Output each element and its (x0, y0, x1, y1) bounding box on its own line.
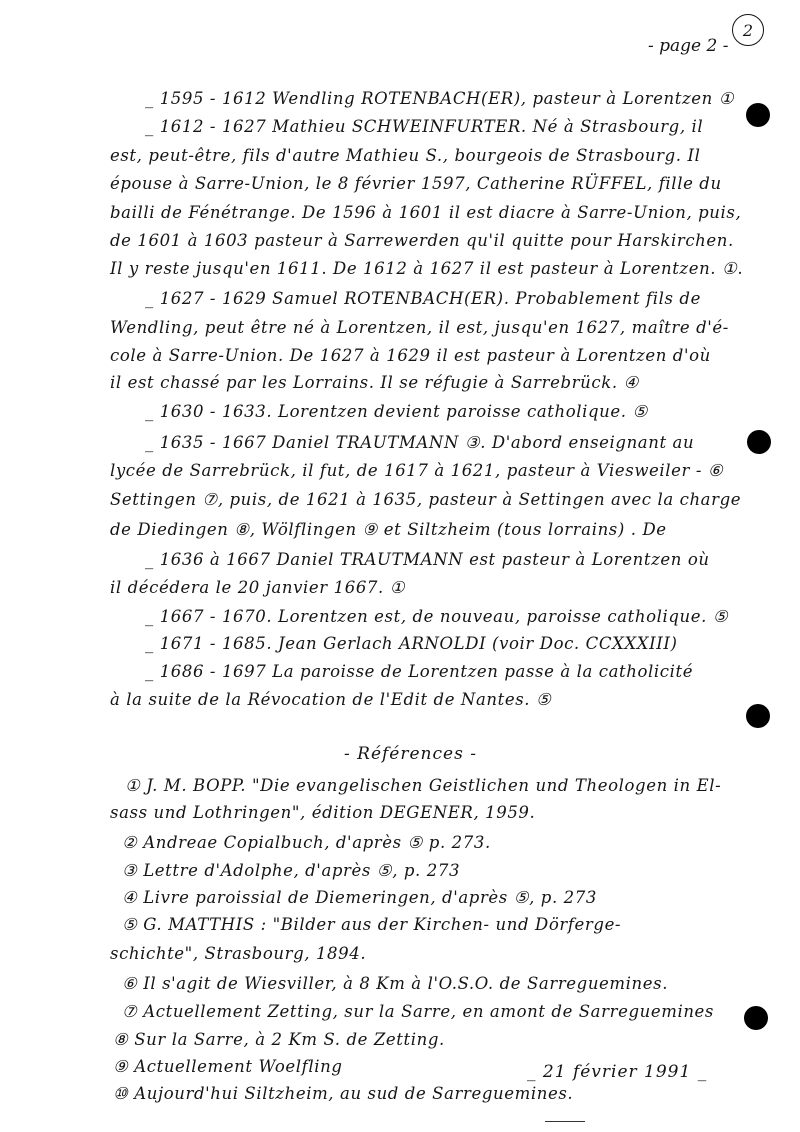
body-line: à la suite de la Révocation de l'Edit de Nantes. ⑤ (110, 690, 552, 709)
body-line: de 1601 à 1603 pasteur à Sarrewerden qu'il quitte pour Harskirchen. (110, 231, 734, 250)
binder-hole-dot (746, 704, 770, 728)
date: _ 21 février 1991 _ (527, 1062, 708, 1082)
reference-line: ⑦ Actuellement Zetting, sur la Sarre, en amont de Sarreguemines (122, 1002, 714, 1021)
reference-line: sass und Lothringen", édition DEGENER, 1959. (110, 803, 536, 822)
reference-line: ① J. M. BOPP. "Die evangelischen Geistlichen und Theologen in El- (125, 776, 722, 795)
body-line: épouse à Sarre-Union, le 8 février 1597, Catherine RÜFFEL, fille du (110, 174, 722, 193)
body-line: _ 1635 - 1667 Daniel TRAUTMANN ③. D'abord enseignant au (145, 433, 695, 452)
binder-hole-dot (744, 1006, 768, 1030)
body-line: _ 1686 - 1697 La paroisse de Lorentzen passe à la catholicité (145, 662, 694, 681)
binder-hole-dot (746, 103, 770, 127)
body-line: Settingen ⑦, puis, de 1621 à 1635, pasteur à Settingen avec la charge (110, 490, 742, 509)
body-line: _ 1671 - 1685. Jean Gerlach ARNOLDI (voir Doc. CCXXXIII) (145, 634, 678, 653)
circled-page-number (732, 14, 764, 46)
body-line: Wendling, peut être né à Lorentzen, il est, jusqu'en 1627, maître d'é- (110, 318, 729, 337)
body-line: _ 1595 - 1612 Wendling ROTENBACH(ER), pasteur à Lorentzen ① (145, 89, 735, 108)
body-line: _ 1636 à 1667 Daniel TRAUTMANN est pasteur à Lorentzen où (145, 550, 710, 569)
body-line: bailli de Fénétrange. De 1596 à 1601 il est diacre à Sarre-Union, puis, (110, 203, 742, 222)
body-line: est, peut-être, fils d'autre Mathieu S., bourgeois de Strasbourg. Il (110, 146, 701, 165)
reference-line: ④ Livre paroissial de Diemeringen, d'après ⑤, p. 273 (122, 888, 597, 907)
page-label: - page 2 - (648, 36, 729, 56)
body-line: il décédera le 20 janvier 1667. ① (110, 578, 406, 597)
body-line: cole à Sarre-Union. De 1627 à 1629 il est pasteur à Lorentzen d'où (110, 346, 711, 365)
body-line: _ 1612 - 1627 Mathieu SCHWEINFURTER. Né à Strasbourg, il (145, 117, 704, 136)
reference-line: ⑥ Il s'agit de Wiesviller, à 8 Km à l'O.S.O. de Sarreguemines. (122, 974, 669, 993)
body-line: _ 1667 - 1670. Lorentzen est, de nouveau, paroisse catholique. ⑤ (145, 607, 729, 626)
reference-line: ③ Lettre d'Adolphe, d'après ⑤, p. 273 (122, 861, 461, 880)
body-line: il est chassé par les Lorrains. Il se réfugie à Sarrebrück. ④ (110, 373, 639, 392)
reference-line: ⑤ G. MATTHIS : "Bilder aus der Kirchen- und Dörferge- (122, 915, 622, 934)
body-line: de Diedingen ⑧, Wölflingen ⑨ et Siltzheim (tous lorrains) . De (110, 520, 667, 539)
circled-page-number-text: 2 (742, 20, 754, 40)
reference-line: ⑧ Sur la Sarre, à 2 Km S. de Zetting. (113, 1030, 445, 1049)
body-line: _ 1630 - 1633. Lorentzen devient paroisse catholique. ⑤ (145, 402, 648, 421)
underline-mark (545, 1121, 585, 1122)
reference-line: ⑩ Aujourd'hui Siltzheim, au sud de Sarreguemines. (113, 1084, 574, 1103)
references-title: - Références - (344, 744, 477, 764)
binder-hole-dot (747, 430, 771, 454)
reference-line: ② Andreae Copialbuch, d'après ⑤ p. 273. (122, 833, 491, 852)
body-line: lycée de Sarrebrück, il fut, de 1617 à 1621, pasteur à Viesweiler - ⑥ (110, 461, 724, 480)
reference-line: ⑨ Actuellement Woelfling (113, 1057, 343, 1076)
body-line: _ 1627 - 1629 Samuel ROTENBACH(ER). Probablement fils de (145, 289, 701, 308)
body-line: Il y reste jusqu'en 1611. De 1612 à 1627 il est pasteur à Lorentzen. ①. (110, 259, 744, 278)
reference-line: schichte", Strasbourg, 1894. (110, 944, 367, 963)
